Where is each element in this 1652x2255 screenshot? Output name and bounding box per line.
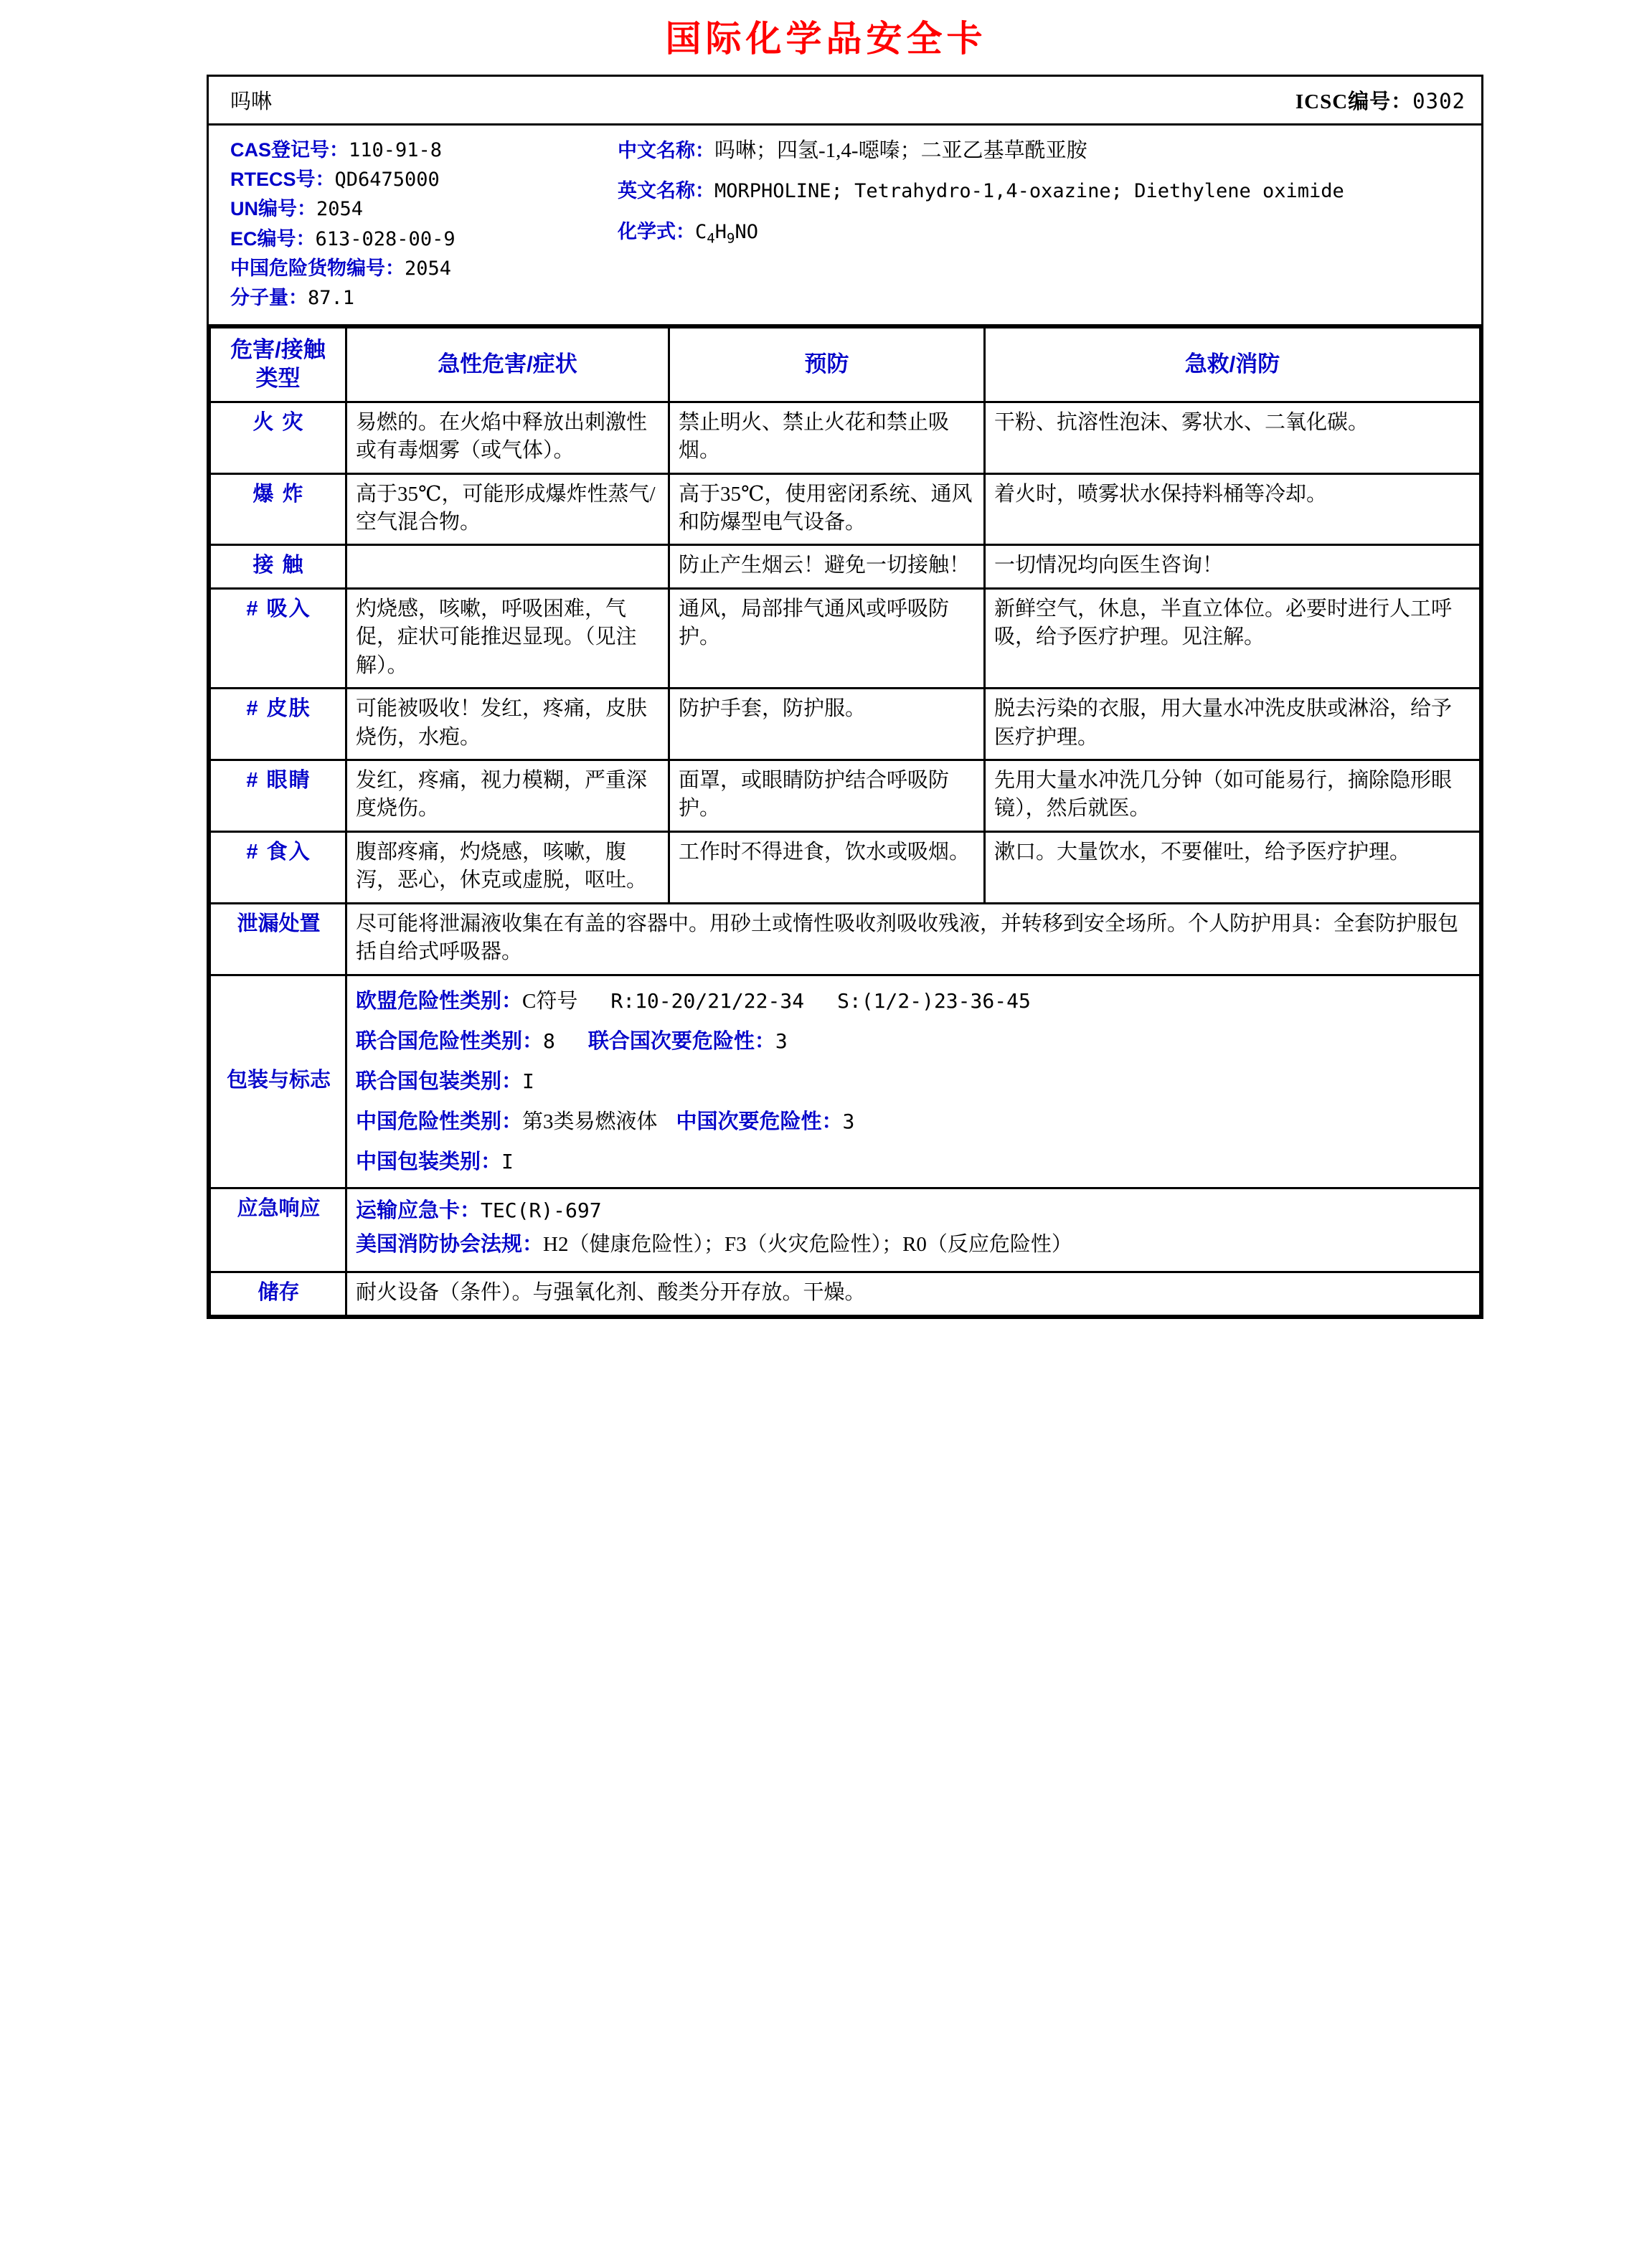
formula-label: 化学式： bbox=[618, 221, 695, 243]
cell-inhalation-prevention: 通风，局部排气通风或呼吸防护。 bbox=[669, 588, 985, 688]
nfpa-code-label: 美国消防协会法规： bbox=[356, 1233, 544, 1257]
header-acute-hazards: 急性危害/症状 bbox=[346, 328, 669, 402]
row-category-skin: # 皮肤 bbox=[210, 689, 346, 760]
cas-value: 110-91-8 bbox=[349, 139, 443, 161]
icsc-label: ICSC编号： bbox=[1295, 90, 1413, 113]
icsc-value: 0302 bbox=[1412, 89, 1465, 113]
cell-explosion-prevention: 高于35℃，使用密闭系统、通风和防爆型电气设备。 bbox=[669, 473, 985, 545]
rtecs-value: QD6475000 bbox=[334, 169, 440, 192]
rtecs-label: RTECS号： bbox=[230, 169, 335, 191]
row-category-eyes: # 眼睛 bbox=[210, 760, 346, 832]
identification-right-column bbox=[610, 126, 1481, 324]
un-hazard-class-value: 8 bbox=[543, 1029, 555, 1053]
row-category-explosion: 爆 炸 bbox=[210, 473, 346, 545]
spill-row bbox=[210, 903, 1481, 975]
un-subsidiary-hazard-value: 3 bbox=[775, 1029, 788, 1053]
china-subsidiary-hazard-label: 中国次要危险性： bbox=[676, 1110, 843, 1133]
cell-fire-firstaid: 干粉、抗溶性泡沫、雾状水、二氧化碳。 bbox=[985, 402, 1481, 473]
cell-eyes-prevention: 面罩，或眼睛防护结合呼吸防护。 bbox=[669, 760, 985, 832]
transport-emergency-card-value: TEC(R)-697 bbox=[481, 1198, 602, 1222]
un-packing-group-line bbox=[356, 1067, 1472, 1097]
cell-ingestion-hazards: 腹部疼痛，灼烧感，咳嗽，腹泻，恶心，休克或虚脱，呕吐。 bbox=[346, 831, 669, 903]
english-name-line bbox=[618, 176, 1464, 206]
china-packing-group-label: 中国包装类别： bbox=[356, 1150, 502, 1173]
molecular-weight-line bbox=[230, 283, 603, 313]
formula-line bbox=[618, 216, 1464, 246]
table-row bbox=[210, 402, 1481, 473]
cas-label: CAS登记号： bbox=[230, 139, 349, 161]
chinese-name-line bbox=[618, 136, 1464, 166]
header-first-aid: 急救/消防 bbox=[985, 328, 1481, 402]
identification-left-column bbox=[209, 126, 610, 324]
packaging-label: 包装与标志 bbox=[210, 975, 346, 1188]
china-dangerous-goods-value: 2054 bbox=[405, 257, 452, 280]
cell-explosion-firstaid: 着火时，喷雾状水保持料桶等冷却。 bbox=[985, 473, 1481, 545]
cell-inhalation-hazards: 灼烧感，咳嗽，呼吸困难，气促，症状可能推迟显现。（见注解）。 bbox=[346, 588, 669, 688]
header-prevention: 预防 bbox=[669, 328, 985, 402]
ec-number-line bbox=[230, 224, 603, 254]
cell-inhalation-firstaid: 新鲜空气，休息，半直立体位。必要时进行人工呼吸，给予医疗护理。见注解。 bbox=[985, 588, 1481, 688]
un-hazard-class-label: 联合国危险性类别： bbox=[356, 1029, 544, 1053]
eu-hazard-class-line bbox=[356, 986, 1472, 1016]
eu-s-phrases: S:(1/2-)23-36-45 bbox=[837, 988, 1031, 1013]
table-row bbox=[210, 689, 1481, 760]
safety-card bbox=[207, 75, 1483, 1319]
row-category-inhalation: # 吸入 bbox=[210, 588, 346, 688]
packaging-row bbox=[210, 975, 1481, 1188]
packaging-block bbox=[346, 975, 1481, 1188]
spill-label: 泄漏处置 bbox=[210, 903, 346, 975]
table-row bbox=[210, 588, 1481, 688]
un-subsidiary-hazard-label: 联合国次要危险性： bbox=[587, 1029, 775, 1053]
transport-emergency-card-line bbox=[356, 1196, 1472, 1226]
china-subsidiary-hazard-value: 3 bbox=[842, 1109, 855, 1133]
eu-hazard-class-value: C符号 bbox=[522, 989, 578, 1013]
cell-exposure-firstaid: 一切情况均向医生咨询！ bbox=[985, 545, 1481, 588]
cell-explosion-hazards: 高于35℃，可能形成爆炸性蒸气/空气混合物。 bbox=[346, 473, 669, 545]
molecular-weight-label: 分子量： bbox=[230, 286, 308, 308]
chinese-name-value: 吗啉；四氢-1,4-噁嗪；二亚乙基草酰亚胺 bbox=[714, 139, 1087, 162]
cell-eyes-hazards: 发红，疼痛，视力模糊，严重深度烧伤。 bbox=[346, 760, 669, 832]
nfpa-code-line bbox=[356, 1230, 1472, 1259]
un-number-value: 2054 bbox=[316, 198, 364, 221]
cell-eyes-firstaid: 先用大量水冲洗几分钟（如可能易行，摘除隐形眼镜），然后就医。 bbox=[985, 760, 1481, 832]
transport-emergency-card-label: 运输应急卡： bbox=[356, 1199, 481, 1222]
cell-skin-prevention: 防护手套，防护服。 bbox=[669, 689, 985, 760]
header-hazard-type bbox=[210, 328, 346, 402]
icsc-number-block bbox=[1295, 85, 1465, 115]
hazard-table bbox=[209, 326, 1481, 1317]
cell-skin-hazards: 可能被吸收！发红，疼痛，皮肤烧伤，水疱。 bbox=[346, 689, 669, 760]
cell-exposure-prevention: 防止产生烟云！避免一切接触！ bbox=[669, 545, 985, 588]
ec-number-value: 613-028-00-9 bbox=[315, 227, 456, 250]
cas-line bbox=[230, 136, 603, 165]
cell-ingestion-prevention: 工作时不得进食，饮水或吸烟。 bbox=[669, 831, 985, 903]
table-header-row bbox=[210, 328, 1481, 402]
english-name-value: MORPHOLINE; Tetrahydro-1,4-oxazine; Diethylene oximide bbox=[714, 180, 1344, 203]
china-hazard-class-value: 第3类易燃液体 bbox=[522, 1110, 658, 1133]
identification-block bbox=[209, 126, 1481, 326]
ec-number-label: EC编号： bbox=[230, 227, 316, 250]
cell-ingestion-firstaid: 漱口。大量饮水，不要催吐，给予医疗护理。 bbox=[985, 831, 1481, 903]
storage-row bbox=[210, 1272, 1481, 1315]
nfpa-code-value: H2（健康危险性）；F3（火灾危险性）；R0（反应危险性） bbox=[543, 1233, 1072, 1257]
storage-label: 储存 bbox=[210, 1272, 346, 1315]
cell-skin-firstaid: 脱去污染的衣服，用大量水冲洗皮肤或淋浴，给予医疗护理。 bbox=[985, 689, 1481, 760]
emergency-response-row bbox=[210, 1188, 1481, 1272]
page-title: 国际化学品安全卡 bbox=[665, 19, 987, 59]
un-hazard-class-line bbox=[356, 1026, 1472, 1056]
un-packing-group-label: 联合国包装类别： bbox=[356, 1069, 523, 1093]
header-hazard-type-line1: 危害/接触 bbox=[230, 337, 326, 363]
table-row bbox=[210, 473, 1481, 545]
header-hazard-type-line2: 类型 bbox=[255, 366, 301, 392]
spill-text: 尽可能将泄漏液收集在有盖的容器中。用砂土或惰性吸收剂吸收残液，并转移到安全场所。个人防护用具：全套防护服包括自给式呼吸器。 bbox=[346, 903, 1481, 975]
china-hazard-class-label: 中国危险性类别： bbox=[356, 1110, 523, 1133]
cell-exposure-hazards bbox=[346, 545, 669, 588]
cell-fire-hazards: 易燃的。在火焰中释放出刺激性或有毒烟雾（或气体）。 bbox=[346, 402, 669, 473]
row-category-fire: 火 灾 bbox=[210, 402, 346, 473]
un-packing-group-value: I bbox=[522, 1069, 534, 1093]
molecular-weight-value: 87.1 bbox=[308, 286, 355, 309]
emergency-response-label: 应急响应 bbox=[210, 1188, 346, 1272]
eu-r-phrases: R:10-20/21/22-34 bbox=[610, 988, 805, 1013]
table-row bbox=[210, 831, 1481, 903]
china-dangerous-goods-label: 中国危险货物编号： bbox=[230, 257, 405, 279]
table-row bbox=[210, 545, 1481, 588]
un-number-label: UN编号： bbox=[230, 198, 316, 220]
english-name-label: 英文名称： bbox=[618, 180, 714, 202]
substance-name: 吗啉 bbox=[230, 90, 273, 113]
row-category-exposure: 接 触 bbox=[210, 545, 346, 588]
china-dangerous-goods-line bbox=[230, 254, 603, 283]
china-hazard-class-line bbox=[356, 1107, 1472, 1137]
emergency-response-block bbox=[346, 1188, 1481, 1272]
un-number-line bbox=[230, 194, 603, 224]
card-header bbox=[209, 77, 1481, 126]
rtecs-line bbox=[230, 165, 603, 194]
eu-hazard-class-label: 欧盟危险性类别： bbox=[356, 989, 523, 1013]
cell-fire-prevention: 禁止明火、禁止火花和禁止吸烟。 bbox=[669, 402, 985, 473]
chinese-name-label: 中文名称： bbox=[618, 140, 714, 161]
table-row bbox=[210, 760, 1481, 832]
row-category-ingestion: # 食入 bbox=[210, 831, 346, 903]
china-packing-group-line bbox=[356, 1147, 1472, 1177]
china-packing-group-value: I bbox=[501, 1149, 514, 1173]
storage-text: 耐火设备（条件）。与强氧化剂、酸类分开存放。干燥。 bbox=[346, 1272, 1481, 1315]
formula-value: $C_4H_9NO$ bbox=[695, 221, 758, 247]
